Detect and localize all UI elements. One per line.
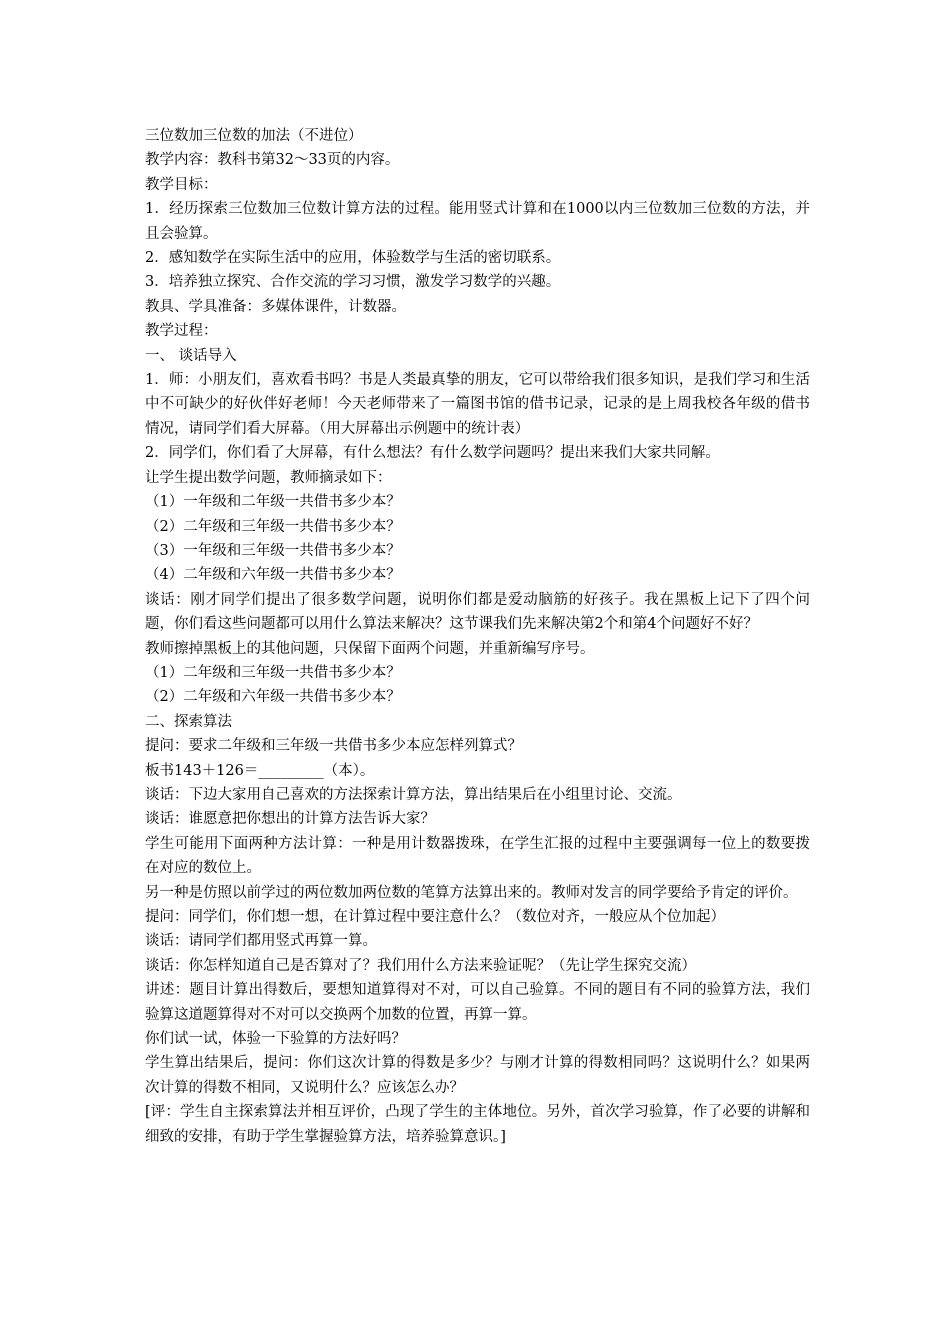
- paragraph: 让学生提出数学问题，教师摘录如下：: [145, 469, 392, 486]
- section-heading: 一、 谈话导入: [145, 347, 237, 364]
- paragraph: 谈话：下边大家用自己喜欢的方法探索计算方法，算出结果后在小组里讨论、交流。: [145, 786, 682, 803]
- paragraph: 谈话：你怎样知道自己是否算对了？我们用什么方法来验证呢？（先让学生探究交流）: [145, 957, 696, 974]
- section-heading: 教学目标：: [145, 176, 218, 193]
- paragraph: 谈话：请同学们都用竖式再算一算。: [145, 933, 377, 950]
- paragraph: 讲述：题目计算出得数后，要想知道算得对不对，可以自己验算。不同的题目有不同的验算方法，我们验算这道题算得对不对可以交换两个加数的位置，再算一算。: [145, 982, 810, 1023]
- list-item: （3）一年级和三年级一共借书多少本？: [145, 542, 401, 559]
- paragraph: 谈话：刚才同学们提出了很多数学问题，说明你们都是爱动脑筋的好孩子。我在黑板上记下了四个问题，你们看这些问题都可以用什么算法来解决？这节课我们先来解决第2个和第4个问题好不好？: [145, 591, 810, 633]
- section-heading: 二、探索算法: [145, 713, 232, 730]
- comment-paragraph: [评：学生自主探索算法并相互评价，凸现了学生的主体地位。另外，首次学习验算，作了必要的讲解和细致的安排，有助于学生掌握验算方法，培养验算意识。]: [145, 1104, 810, 1145]
- section-heading: 教学过程：: [145, 323, 218, 340]
- list-item: （1）一年级和二年级一共借书多少本？: [145, 494, 401, 511]
- paragraph: 1．师：小朋友们，喜欢看书吗？书是人类最真挚的朋友，它可以带给我们很多知识，是我们学习和生活中不可缺少的好伙伴好老师！今天老师带来了一篇图书馆的借书记录，记录的是上周我校各年级的借书情况，请同学们看大屏幕。（用大屏幕出示例题中的统计表）: [145, 372, 810, 437]
- paragraph: 3．培养独立探究、合作交流的学习习惯，激发学习数学的兴趣。: [145, 274, 561, 291]
- paragraph: 教具、学具准备：多媒体课件，计数器。: [145, 298, 406, 315]
- paragraph: 教师擦掉黑板上的其他问题，只保留下面两个问题，并重新编写序号。: [145, 640, 595, 657]
- paragraph: 1．经历探索三位数加三位数计算方法的过程。能用竖式计算和在1000以内三位数加三位数的方法，并且会验算。: [145, 201, 810, 242]
- paragraph: 提问：同学们，你们想一想，在计算过程中要注意什么？（数位对齐，一般应从个位加起）: [145, 909, 725, 925]
- paragraph: 学生算出结果后，提问：你们这次计算的得数是多少？与刚才计算的得数相同吗？这说明什么？如果两次计算的得数不相同，又说明什么？应该怎么办？: [145, 1055, 810, 1096]
- paragraph: 提问：要求二年级和三年级一共借书多少本应怎样列算式？: [145, 738, 522, 755]
- list-item: （2）二年级和六年级一共借书多少本？: [145, 689, 401, 706]
- list-item: （1）二年级和三年级一共借书多少本？: [145, 664, 401, 681]
- document-title: 三位数加三位数的加法（不进位）: [145, 128, 363, 144]
- paragraph: 学生可能用下面两种方法计算：一种是用计数器拨珠，在学生汇报的过程中主要强调每一位上的数要拨在对应的数位上。: [145, 835, 810, 877]
- teaching-content: 教学内容：教科书第32～33页的内容。: [145, 152, 400, 169]
- paragraph: 2．同学们，你们看了大屏幕，有什么想法？有什么数学问题吗？提出来我们大家共同解。: [145, 445, 720, 462]
- paragraph: 板书143＋126＝_________（本）。: [145, 762, 375, 779]
- paragraph: 你们试一试，体验一下验算的方法好吗？: [145, 1031, 406, 1048]
- list-item: （2）二年级和三年级一共借书多少本？: [145, 518, 401, 535]
- paragraph: 另一种是仿照以前学过的两位数加两位数的笔算方法算出来的。教师对发言的同学要给予肯定的评价。: [145, 884, 798, 901]
- paragraph: 谈话：谁愿意把你想出的计算方法告诉大家？: [145, 811, 435, 828]
- document-body: [145, 124, 810, 1149]
- paragraph: 2．感知数学在实际生活中的应用，体验数学与生活的密切联系。: [145, 250, 561, 267]
- list-item: （4）二年级和六年级一共借书多少本？: [145, 567, 401, 584]
